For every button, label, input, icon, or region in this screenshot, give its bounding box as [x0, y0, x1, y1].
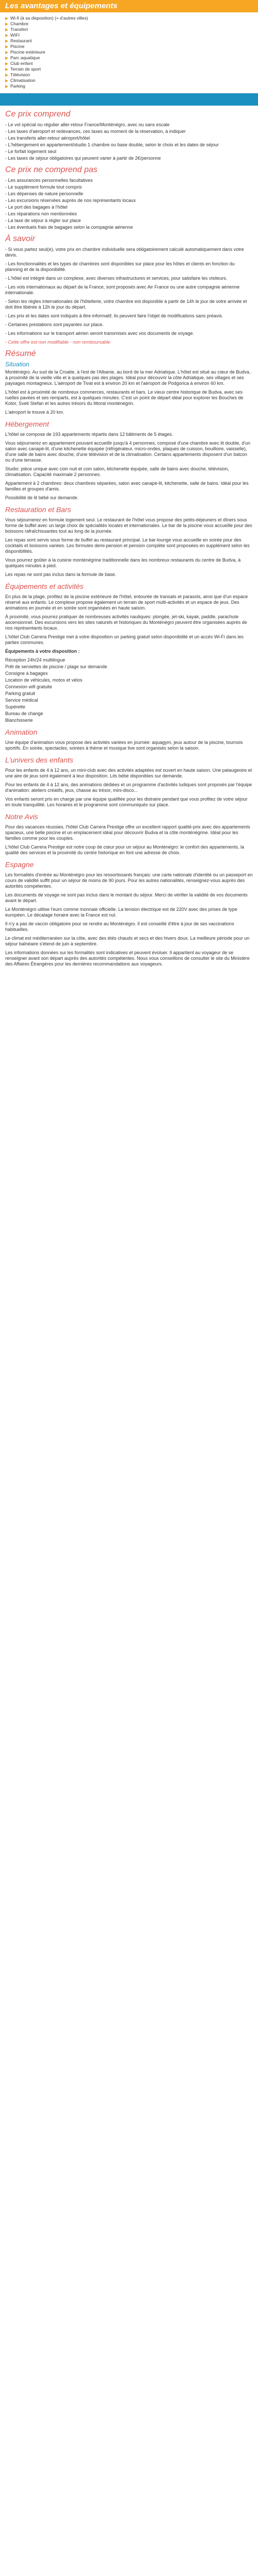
kids-text: Pour les enfants de 4 à 12 ans, des animations dédiées et un programme d'activités ludiques sont proposés par l'équipe d'animation: ateliers créatifs, jeux, chasse au trésor, mini-disco...	[5, 782, 252, 793]
facility-label: Piscine extérieure	[10, 49, 45, 55]
list-item: - Les réparations non mentionnées	[5, 211, 77, 216]
facility-label: WIFI	[10, 32, 20, 38]
airport-note: L'aéroport le trouve à 20 km.	[5, 410, 64, 415]
bullet-icon: ▶	[5, 73, 9, 77]
price-includes-list	[5, 122, 253, 161]
facility-item	[5, 55, 258, 61]
bullet-icon: ▶	[5, 33, 9, 38]
restaurant-text: Les repas sont servis sous forme de buffet au restaurant principal. Le bar-lounge vous accueille en soirée pour des cocktails et boissons variées. Les formules demi-pension et pension complète sont proposées en supplément selon les disponibilités.	[5, 537, 250, 554]
facilities-list	[5, 15, 258, 89]
facility-label: Parking	[10, 83, 25, 89]
restaurant-text: Vous pourrez goûter à la cuisine monténégrine traditionnelle dans les nombreux restaurants du centre de Budva, à quelques minutes à pied.	[5, 557, 241, 568]
bullet-icon: ▶	[5, 27, 9, 32]
situation-title: Situation	[5, 361, 29, 368]
facility-item	[5, 72, 258, 78]
bullet-icon: ▶	[5, 78, 9, 83]
facility-label: Télévision	[10, 72, 30, 77]
list-item: - Les transferts aller-retour aéroport/hôtel	[5, 135, 90, 141]
facility-item	[5, 15, 258, 21]
list-item: Location de véhicules, motos et vélos	[5, 677, 83, 683]
facility-label: Chambre	[10, 21, 28, 26]
details-banner: Quelques mots sur le voyage	[0, 93, 258, 106]
list-item: Parking gratuit	[5, 691, 36, 696]
list-item: - Les assurances personnelles facultatives	[5, 178, 93, 183]
list-item: Réception 24h/24 multilingue	[5, 657, 66, 663]
formalities-text: Les documents de voyage ne sont pas inclus dans le montant du séjour. Merci de vérifier la validité de vos documents avant le départ.	[5, 892, 248, 903]
list-item: - Le vol spécial ou régulier aller-retour France/Monténégro, avec ou sans escale	[5, 122, 170, 127]
facility-item	[5, 78, 258, 83]
facility-item	[5, 27, 258, 32]
price-excludes-list	[5, 178, 253, 230]
facility-label: Restaurant	[10, 38, 32, 43]
facility-label: Parc aquatique	[10, 55, 40, 60]
activities-list-title: Équipements à votre disposition :	[5, 649, 80, 654]
facility-item	[5, 83, 258, 89]
facility-item	[5, 38, 258, 44]
price-excludes-title: Ce prix ne comprend pas	[5, 165, 98, 174]
formalities-text: Le climat est méditerranéen sur la côte, avec des étés chauds et secs et des hivers doux. La meilleure période pour un séjour balnéaire s'étend de juin à septembre.	[5, 936, 250, 946]
facility-label: Transfert	[10, 27, 28, 32]
list-item: - L'hébergement en appartement/studio 1 chambre ou base double, selon le choix et les dates de séjour	[5, 142, 219, 147]
entertainment-title: Animation	[5, 728, 38, 736]
list-item: - Les taxes de séjour obligatoires qui peuvent varier à partir de 2€/personne	[5, 156, 161, 161]
bullet-icon: ▶	[5, 50, 9, 55]
details-content	[0, 110, 258, 967]
list-item: - Le supplément formule tout compris	[5, 184, 82, 190]
list-item: Prêt de serviettes de piscine / plage sur demande	[5, 664, 107, 669]
to-know-paragraph: - Les informations sur le transport aérien seront transmises avec vos documents de voyage.	[5, 331, 195, 336]
kids-title: L'univers des enfants	[5, 756, 73, 764]
facility-item	[5, 66, 258, 72]
page	[0, 0, 258, 967]
formalities-text: Les informations données sur les formalités sont indicatives et peuvent évoluer. Il appartient au voyageur de se renseigner avant son départ auprès des autorités compétentes. Nous vous conseillons de consulter le site du Ministère des Affaires Étrangères pour les dernières recommandations aux voyageurs.	[5, 950, 250, 967]
facilities-banner: Les avantages et équipements	[0, 0, 258, 12]
facility-item	[5, 21, 258, 27]
kids-text: Vos enfants seront pris en charge par une équipe qualifiée pour les distraire pendant que vous profitez de votre séjour en toute tranquillité. Les horaires et le programme sont communiqués sur place.	[5, 796, 248, 807]
bullet-icon: ▶	[5, 16, 9, 21]
accommodation-text: Vous séjournerez en appartement pouvant accueillir jusqu'à 4 personnes, composé d'une chambre avec lit double, d'un salon avec canapé-lit, d'une kitchenette équipée (réfrigérateur, micro-ondes, plaques de cuisson, bouilloire, vaisselle), d'une salle de bains avec douche, d'une télévision et de la climatisation. Certains appartements disposent d'un balcon ou d'une terrasse.	[5, 440, 250, 463]
price-includes-title: Ce prix comprend	[5, 110, 71, 118]
notice-text: L'hôtel Club Carrera Prestige est notre coup de cœur pour un séjour au Monténégro: le confort des appartements, la qualité des services et la proximité du centre historique en font une adresse de choix.	[5, 844, 244, 855]
bullet-icon: ▶	[5, 22, 9, 26]
to-know-paragraph: - Si vous partez seul(e), votre prix en chambre individuelle sera obligatoirement calculé automatiquement dans votre devis.	[5, 247, 244, 258]
notice-text: Pour des vacances réussies, l'hôtel Club Carrera Prestige offre un excellent rapport qualité-prix avec des appartements spacieux, une belle piscine et un emplacement idéal pour découvrir Budva et la côte monténégrine. Idéal pour les familles comme pour les couples.	[5, 824, 250, 841]
accommodation-text: L'hôtel se compose de 193 appartements répartis dans 12 bâtiments de 5 étages.	[5, 432, 173, 437]
list-item: - Les taxes d'aéroport et redevances, ces taxes au moment de la réservation, à indiquer	[5, 129, 186, 134]
accommodation-text: Appartement à 2 chambres: deux chambres séparées, salon avec canapé-lit, kitchenette, salle de bains. Idéal pour les familles et groupes d'amis.	[5, 481, 249, 492]
facility-item	[5, 32, 258, 38]
kids-text: Pour les enfants de 4 à 12 ans, un mini-club avec des activités adaptées est ouvert en haute saison. Une pataugeoire et une aire de jeux sont également à leur disposition. Lits bébé disponibles sur demande.	[5, 768, 252, 778]
situation-text: Monténégro. Au sud de la Croatie, à l'est de l'Albanie, au bord de la mer Adriatique. L'hôtel est situé au cœur de Budva, à proximité de la vieille ville et à quelques pas des plages. Idéal pour découvrir la côte Adriatique, ses villages et ses paysages montagneux. L'aéroport de Tivat est à environ 20 km et l'aéroport de Podgorica à environ 60 km.	[5, 369, 251, 386]
to-know-paragraph: - Certaines prestations sont payantes sur place.	[5, 322, 104, 327]
to-know-title: À savoir	[5, 234, 35, 243]
to-know-paragraph: - Les vols internationaux au départ de la France, sont proposés avec Air France ou une autre compagnie aérienne internationale.	[5, 284, 240, 295]
bullet-icon: ▶	[5, 39, 9, 43]
list-item: Bureau de change	[5, 711, 43, 716]
list-item: Connexion wifi gratuite	[5, 684, 53, 689]
pets-note: Possibilité de lit bébé sur demande.	[5, 495, 79, 500]
activities-title: Équipements et activités	[5, 582, 84, 590]
list-item: Service médical	[5, 698, 38, 703]
bullet-icon: ▶	[5, 44, 9, 49]
to-know-paragraph: - Selon les règles internationales de l'hôtellerie, votre chambre est disponible à partir de 14h le jour de votre arrivée et doit être libérée à 12h le jour du départ.	[5, 299, 247, 310]
list-item: - La taxe de séjour à régler sur place	[5, 218, 81, 223]
activities-list	[5, 657, 253, 723]
situation-text: L'hôtel est à proximité de nombreux commerces, restaurants et bars. Le vieux centre historique de Budva, avec ses ruelles pavées et ses remparts, est à quelques minutes. C'est un point de départ idéal pour explorer les Bouches de Kotor, Sveti Stefan et les autres trésors du littoral monténégrin.	[5, 389, 244, 406]
to-know-paragraph: - L'hôtel est intégré dans un complexe, avec diverses infrastructures et services, pour satisfaire les visiteurs.	[5, 276, 228, 281]
facility-label: Piscine	[10, 44, 25, 49]
facility-label: Climatisation	[10, 78, 36, 83]
facility-item	[5, 44, 258, 49]
restaurant-text: Vous séjournerez en formule logement seul. Le restaurant de l'hôtel vous propose des petits-déjeuners et dîners sous forme de buffet avec un large choix de spécialités locales et internationales. Le bar de la piscine vous accueille pour des boissons rafraîchissantes tout au long de la journée.	[5, 517, 252, 534]
to-know-paragraph: - Les fonctionnalités et les types de chambres sont disponibles sur place pour les hôtes et clients en fonction du planning et de la disponibilité.	[5, 261, 235, 272]
restaurant-title: Restauration et Bars	[5, 505, 71, 514]
accommodation-text: Studio: pièce unique avec coin nuit et coin salon, kitchenette équipée, salle de bains avec douche, télévision, climatisation. Capacité maximale 2 personnes.	[5, 466, 229, 477]
formalities-text: Il n'y a pas de vaccin obligatoire pour se rendre au Monténégro. Il est conseillé d'être à jour de ses vaccinations habituelles.	[5, 921, 234, 932]
facility-label: Club enfant	[10, 61, 33, 66]
list-item: - Les dépenses de nature personnelle	[5, 191, 84, 196]
facility-label: Terrain de sport	[10, 66, 41, 72]
list-item: - Le forfait logement seul	[5, 149, 57, 154]
summary-title: Résumé	[5, 349, 36, 358]
notice-title: Notre Avis	[5, 812, 38, 821]
formalities-text: Le Monténégro utilise l'euro comme monnaie officielle. La tension électrique est de 220V avec des prises de type européen. Le décalage horaire avec la France est nul.	[5, 907, 237, 918]
entertainment-text: Une équipe d'animation vous propose des activités variées en journée: aquagym, jeux autour de la piscine, tournois sportifs. En soirée, spectacles, soirées à thème et musique live sont organisés selon la saison.	[5, 740, 243, 751]
formalities-title: Espagne	[5, 860, 34, 869]
activities-text: L'hôtel Club Carrera Prestige met à votre disposition un parking gratuit selon disponibilité et un accès Wi-Fi dans les parties communes.	[5, 634, 244, 645]
activities-text: En plus de la plage, profitez de la piscine extérieure de l'hôtel, entourée de transats et parasols, ainsi que d'un espace réservé aux enfants. Le complexe propose également un terrain de sport multi-activités et un espace de jeux. Des animations en journée et en soirée sont organisées en haute saison.	[5, 594, 248, 611]
to-know-paragraph: - Les prix et les dates sont indiqués à titre informatif, ils peuvent faire l'objet de modifications sans préavis.	[5, 313, 223, 318]
restaurant-text: Les repas ne sont pas inclus dans la formule de base.	[5, 572, 117, 577]
facility-item	[5, 61, 258, 66]
facility-item	[5, 49, 258, 55]
facility-label: Wi-fi (à sa disposition) (+ d’autres villes)	[10, 15, 88, 21]
list-item: Blanchisserie	[5, 718, 33, 723]
list-item: - Les excursions réservées auprès de nos représentants locaux	[5, 198, 136, 203]
list-item: Consigne à bagages	[5, 671, 48, 676]
bullet-icon: ▶	[5, 84, 9, 89]
accommodation-title: Hébergement	[5, 420, 49, 428]
activities-text: À proximité, vous pourrez pratiquer de nombreuses activités nautiques: plongée, jet-ski, kayak, paddle, parachute ascensionnel. Des excursions vers les sites naturels et historiques du Monténégro peuvent être organisées auprès de nos représentants locaux.	[5, 614, 247, 631]
list-item: - Le port des bagages à l'hôtel	[5, 205, 68, 210]
formalities-text: Les formalités d'entrée au Monténégro pour les ressortissants français: une carte nationale d'identité ou un passeport en cours de validité suffit pour un séjour de moins de 90 jours. Pour les autres nationalités, renseignez-vous auprès des autorités compétentes.	[5, 872, 253, 889]
bullet-icon: ▶	[5, 61, 9, 66]
bullet-icon: ▶	[5, 56, 9, 60]
list-item: Supérette	[5, 704, 26, 709]
non-refundable-callout: - Cette offre est non modifiable - non remboursable	[5, 340, 110, 345]
list-item: - Les éventuels frais de bagages selon la compagnie aérienne	[5, 225, 133, 230]
bullet-icon: ▶	[5, 67, 9, 72]
